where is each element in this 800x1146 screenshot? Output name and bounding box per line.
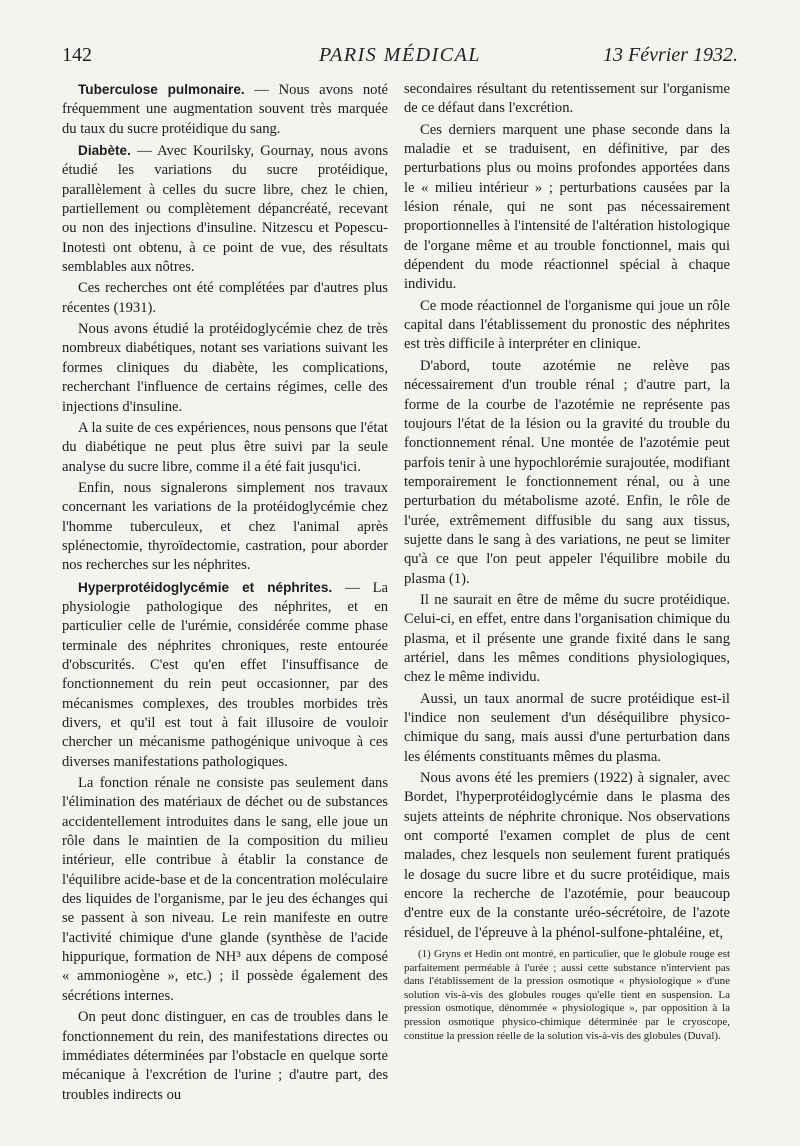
run-in-heading: Tuberculose pulmonaire. [78,82,245,97]
paragraph [62,1008,388,1105]
paragraph [62,419,388,477]
right-column [404,80,730,945]
paragraph-text: Nous avons étudié la protéidoglycémie chez de très nombreux diabétiques, notant ses variations suivant les formes cliniques du diabète, les complications, recherchant l'influence de certains régimes, celle des injections d'insuline. [62,321,388,415]
paragraph-text: On peut donc distinguer, en cas de troubles dans le fonctionnement du rein, des manifestations directes ou immédiates déterminées par l'obstacle en quelque sorte mécanique à l'excrétion de l'urine ; d'autre part, des troubles indirects ou [62,1009,388,1103]
paragraph-text: Ces recherches ont été complétées par d'autres plus récentes (1931). [62,280,388,316]
run-in-heading: Hyperprotéidoglycémie et néphrites. [78,579,333,595]
left-column [62,80,388,1107]
paragraph-text: — Avec Kourilsky, Gournay, nous avons étudié les variations du sucre protéidique, parallèlement à celles du sucre libre, chez le chien, partiellement ou complètement dépancréaté, recevant ou non des injections d'insuline. Nitzescu et Popescu-Inotesti ont obtenu, à ce point de vue, des résultats semblables aux nôtres. [62,143,388,276]
footnote [404,948,730,1043]
page-header [62,44,738,74]
paragraph-text: secondaires résultant du retentissement sur l'organisme de ce défaut dans l'excrétion. [404,81,730,117]
paragraph [62,578,388,772]
paragraph-text: Aussi, un taux anormal de sucre protéidique est-il l'indice non seulement d'un déséquilibre physico-chimique du sang, mais aussi d'une perturbation dans les éléments constituants mêmes du plasma. [404,690,730,765]
paragraph [62,479,388,576]
paragraph [62,774,388,1006]
journal-title: PARIS MÉDICAL [319,44,481,66]
paragraph [404,80,730,119]
paragraph [62,279,388,318]
paragraph-text: Il ne saurait en être de même du sucre protéidique. Celui-ci, en effet, entre dans l'organisation chimique du plasma, et il présente une grande fixité dans le sang artériel, dans les mêmes conditions physiologiques, chez le même individu. [404,591,730,686]
footnote-text: (1) Gryns et Hedin ont montré, en particulier, que le globule rouge est parfaitement perméable à l'urée ; aussi cette substance n'intervient pas dans l'établissement de la pression osmotique « physiologique » d'une solution vis-à-vis des globules rouges qu'elle tient en suspension. La pression osmotique, dénommée « physiologique », par opposition à la pression osmotique physico-chimique déterminée par le cryoscope, constitue la pression réelle de la solution vis-à-vis des globules (Duval). [404,948,730,1042]
run-in-heading: Diabète. [78,143,131,159]
paragraph [62,80,388,139]
paragraph-text: — La physiologie pathologique des néphrites, et en particulier celle de l'urémie, considérée comme phase terminale des néphrites chroniques, reste entourée d'obscurités. C'est qu'en effet l'insuffisance de fonctionnement du rein peut occasionner, par des mécanismes complexes, des troubles morbides très divers, et qu'il est tout à fait illusoire de vouloir chercher un mécanisme pathogénique univoque à ces diverses manifestations pathologiques. [62,579,388,770]
paragraph-text: Enfin, nous signalerons simplement nos travaux concernant les variations de la protéidoglycémie chez l'homme tuberculeux, et chez l'animal après splénectomie, thyroïdectomie, castration, pour aborder nos recherches sur les néphrites. [62,479,388,574]
paragraph-text: Ces derniers marquent une phase seconde dans la maladie et se traduisent, en définitive, par des perturbations plus ou moins profondes apportées dans le « milieu intérieur » ; perturbations causées par la lésion rénale, qui ne sont pas nécessairement proportionnelles à l'intensité de l'altération histologique de l'organe même et au trouble fonctionnel, mais qui dépendent du mode réactionnel spécial à chaque individu. [404,121,730,293]
paragraph [404,297,730,355]
paragraph [404,357,730,589]
paragraph-text: — Nous avons noté fréquemment une augmentation souvent très marquée du taux du sucre protéidique du sang. [62,82,388,137]
issue-date: 13 Février 1932. [603,44,738,66]
paragraph [404,121,730,295]
paragraph-text: Ce mode réactionnel de l'organisme qui joue un rôle capital dans l'établissement du pronostic des néphrites est très difficile à interpréter en clinique. [404,297,730,353]
paragraph [404,690,730,767]
paragraph [404,591,730,688]
paragraph [62,320,388,417]
paragraph-text: D'abord, toute azotémie ne relève pas nécessairement d'un trouble rénal ; d'autre part, la forme de la courbe de l'azotémie ne représente pas toujours l'état de la lésion ou la gravité du trouble du fonctionnement rénal. Une montée de l'azotémie peut parfois tenir à une hypochlorémie surajoutée, modifiant temporairement le fonctionnement rénal, ou à une perturbation du métabolisme azoté. Enfin, le rôle de l'urée, extrêmement diffusible du sang aux tissus, sujette dans le sang à des variations, ne peut se limiter qu'à ce que l'on peut appeler l'équilibre mobile du plasma (1). [404,357,730,587]
page-number: 142 [62,44,92,66]
paragraph-text: La fonction rénale ne consiste pas seulement dans l'élimination des matériaux de déchet ou de substances accidentellement introduites dans le sang, elle joue un rôle dans le maintien de la composition du milieu intérieur, elle contribue à établir la constance de l'équilibre acide-base et de la concentration moléculaire des liquides de l'organisme, par le jeu des échanges qui se passent à son niveau. Le rein manifeste en outre l'activité chimique d'une glande (synthèse de l'acide hippurique, formation de NH³ aux dépens de composé « ammoniogène », etc.) ; il possède également des sécrétions internes. [62,775,388,1004]
paragraph [404,769,730,943]
paragraph [62,141,388,277]
paragraph-text: Nous avons été les premiers (1922) à signaler, avec Bordet, l'hyperprotéidoglycémie dans le plasma des sujets atteints de néphrite chronique. Nos observations ont comporté l'examen complet de plus de cent malades, chez lesquels non seulement furent pratiqués le dosage du sucre libre et du sucre protéidique, mais encore la recherche de l'azotémie, pour beaucoup d'entre eux de la constante uréo-sécrétoire, de l'azote résiduel, de l'épreuve à la phénol-sulfone-phtaléine, et, [404,770,730,941]
paragraph-text: A la suite de ces expériences, nous pensons que l'état du diabétique ne peut plus être suivi par la seule analyse du sucre libre, comme il a été fait jusqu'ici. [62,419,388,475]
